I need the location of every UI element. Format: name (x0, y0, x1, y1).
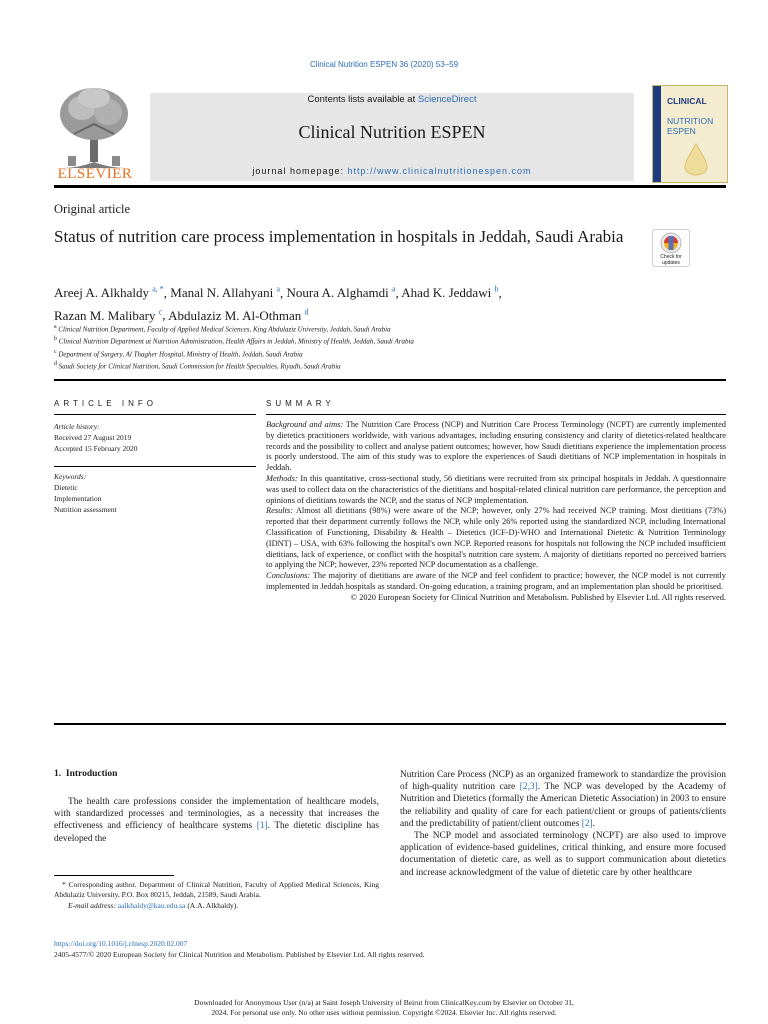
author[interactable]: Noura A. Alghamdi $^a$ (286, 285, 396, 301)
elsevier-logo (54, 84, 136, 184)
summary-abstract (266, 420, 726, 604)
history-label: Article history: (54, 422, 100, 431)
cover-subtitle-line-2: ESPEN (667, 126, 696, 136)
header-divider (54, 185, 726, 188)
cover-subtitle-line-1: NUTRITION (667, 116, 714, 126)
introduction-heading: 1. Introduction (54, 769, 118, 779)
received-date: Received 27 August 2019 (54, 433, 132, 442)
reference-link[interactable]: [2] (581, 818, 593, 829)
download-notice-line-2: 2024. For personal use only. No other uses without permission. Copyright ©2024. Elsevier Inc. All rights reserved. (211, 1007, 557, 1017)
journal-name: Clinical Nutrition ESPEN (298, 122, 486, 142)
abstract-results: Results: Almost all dietitians (98%) were aware of the NCP; however, only 27% had received NCP training. Most dietitians (73%) reported that their department currently follows the NCP, while only 26% reported using the standardized NCP, including International Classification of Functioning, Disability & Health – Dietetics (ICF-D)-WHO and International Dietetic & Nutrition Terminology (IDNT) – USA, with 63% following the hospital's own NCP. Reported reasons for hospitals not following the NCP included insufficient dietitians, lack of experience, or conflict with the hospital's nutrition care system. A majority of dietitians reported no perceived barriers to applying the NCP; however, 23% reported NCP documentation as a challenge. (266, 506, 726, 570)
body-paragraph: The NCP model and associated terminology (NCPT) are also used to improve application of evidence-based guidelines, critical thinking, and ensure more focused documentation of dietetic care, as well as to support communication about dietetics and increase acknowledgment of the value of dietetic care by other healthcare (400, 831, 726, 878)
cover-art-icon (681, 142, 711, 176)
body-left-column (54, 796, 379, 845)
journal-citation[interactable]: Clinical Nutrition ESPEN 36 (2020) 53–59 (309, 60, 459, 69)
cover-title: CLINICAL (667, 96, 707, 106)
affiliation: $^a$ Clinical Nutrition Department, Faculty of Applied Medical Sciences, King Abdulaziz University, Jeddah, Saudi Arabia (54, 324, 391, 334)
contents-prefix: Contents lists available at (307, 94, 418, 105)
corresponding-author-footnote (54, 880, 379, 911)
homepage-prefix: journal homepage: (252, 166, 348, 176)
affiliation: $^b$ Clinical Nutrition Department at Nutrition Administration, Health Affairs in Jeddah, Ministry of Health, Jeddah, Saudi Arabia (54, 336, 414, 346)
summary-heading: SUMMARY (266, 399, 335, 408)
abstract-conclusions: Conclusions: The majority of dietitians are aware of the NCP and feel confident to practice; however, the NCP model is not currently implemented in Jeddah hospitals as standard. On-going education, a training program, and an implementation plan should be prioritised. (266, 571, 726, 591)
issn-copyright: 2405-4577/© 2020 European Society for Clinical Nutrition and Metabolism. Published by Elsevier Ltd. All rights reserved. (54, 950, 425, 959)
crossmark-label: Check for updates (660, 254, 682, 266)
author[interactable]: Abdulaziz M. Al-Othman $^d$ (168, 307, 309, 323)
article-info-heading: ARTICLE INFO (54, 399, 157, 408)
author-list: Areej A. Alkhaldy $^{a, *}$, Manal N. Allahyani $^a$, Noura A. Alghamdi $^a$, Ahad K. Jeddawi $^b$, Razan M. Malibary $^c$, Abdulaziz M. Al-Othman $^d$ (54, 285, 502, 323)
footnote-divider (54, 875, 174, 876)
reference-link[interactable]: [1] (256, 821, 268, 832)
author[interactable]: Manal N. Allahyani $^a$ (170, 285, 280, 301)
homepage-link[interactable]: http://www.clinicalnutritionespen.com (347, 166, 532, 176)
article-info-divider (54, 414, 256, 415)
body-right-column (400, 769, 726, 879)
abstract-background: Background and aims: The Nutrition Care Process (NCP) and Nutrition Care Process Terminology (NCPT) are currently implemented by dietetics practitioners worldwide, with various advantages, including ensuring consistency and clarity of dietetics-related healthcare records and the possibility to collect and analyse patient outcomes; however, how Saudi dietitians experience the implementation process is poorly understood. The aim of this study was to explore the experiences of Saudi dietitians of NCP implementation in hospitals in Jeddah. (266, 420, 726, 473)
download-notice (0, 998, 768, 1017)
reference-link[interactable]: [2,3] (519, 782, 538, 793)
doi-link[interactable]: https://doi.org/10.1016/j.clnesp.2020.02.007 (54, 939, 188, 948)
accepted-date: Accepted 15 February 2020 (54, 444, 138, 453)
email-link[interactable]: aalkhaldy@kau.edu.sa (117, 900, 186, 910)
check-for-updates-badge[interactable] (652, 229, 690, 267)
keyword: Dietetic (54, 483, 78, 492)
author[interactable]: Areej A. Alkhaldy $^{a, *}$ (54, 285, 164, 301)
affiliation-divider (54, 379, 726, 381)
abstract-copyright: © 2020 European Society for Clinical Nutrition and Metabolism. Published by Elsevier Ltd. All rights reserved. (350, 592, 726, 602)
article-history (54, 421, 254, 454)
article-title: Status of nutrition care process implementation in hospitals in Jeddah, Saudi Arabia (54, 227, 624, 246)
keyword: Implementation (54, 494, 102, 503)
affiliation: $^d$ Saudi Society for Clinical Nutrition, Saudi Commission for Health Specialties, Riyadh, Saudi Arabia (54, 360, 341, 371)
elsevier-wordmark: ELSEVIER (57, 166, 133, 182)
body-paragraph: Nutrition Care Process (NCP) as an organized framework to standardize the provision of high-quality nutrition care [2,3]. The NCP was developed by the Academy of Nutrition and Dietetics (formally the American Dietetic Association) in 2003 to ensure the reliability and quality of care for each patient/client or groups of patients/clients and the predictability of patient/client outcomes [2]. (400, 770, 726, 829)
author[interactable]: Ahad K. Jeddawi $^b$ (401, 285, 499, 301)
download-notice-line-1: Downloaded for Anonymous User (n/a) at Saint Joseph University of Beirut from ClinicalKey.com by Elsevier on October 31, (194, 998, 574, 1007)
keywords-divider (54, 466, 256, 467)
abstract-methods: Methods: In this quantitative, cross-sectional study, 56 dietitians were recruited from six principal hospitals in Jeddah. A questionnaire was used to collect data on the characteristics of the dietitians and hospital-related clinical nutrition care performance, the perception and opinions of dietitians towards the NCP, and the status of NCP implementation. (266, 473, 727, 505)
cover-subtitle (667, 116, 713, 136)
summary-end-divider (54, 723, 726, 725)
affiliation: $^c$ Department of Surgery, Al Thagher Hospital, Ministry of Health, Jeddah, Saudi Arabia (54, 348, 303, 358)
contents-line (150, 94, 634, 105)
keyword: Nutrition assessment (54, 505, 117, 514)
author[interactable]: Razan M. Malibary $^c$ (54, 307, 163, 323)
journal-cover[interactable] (652, 85, 728, 183)
keywords (54, 471, 254, 515)
keywords-label: Keywords: (54, 472, 87, 481)
affiliation-list (54, 322, 654, 371)
body-paragraph: The health care professions consider the implementation of healthcare models, with standardized processes and terminologies, as a necessity that increases the effectiveness and efficiency of healthcare systems [1]. The dietetic discipline has developed the (54, 797, 379, 844)
homepage-line (150, 166, 634, 176)
email-line: E-mail address: aalkhaldy@kau.edu.sa (A.A. Alkhaldy). (68, 900, 239, 910)
sciencedirect-link[interactable]: ScienceDirect (417, 94, 477, 105)
corresponding-author: * Corresponding author. Department of Clinical Nutrition, Faculty of Applied Medical Sciences, King Abdulaziz University, P.O. Box 80215, Jeddah, 21589, Saudi Arabia. (54, 880, 379, 900)
article-type: Original article (54, 202, 131, 216)
summary-divider (266, 414, 726, 415)
cover-spine (653, 86, 661, 182)
